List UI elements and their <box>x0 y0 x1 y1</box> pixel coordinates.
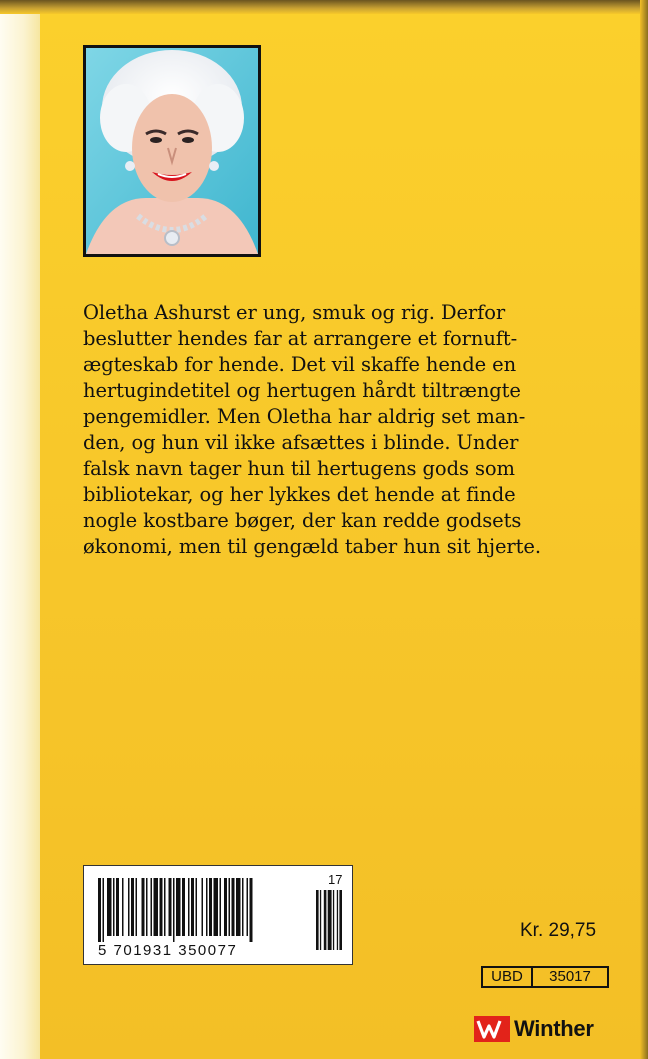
barcode-bar <box>173 878 175 942</box>
barcode-bar <box>169 878 172 936</box>
barcode <box>83 865 353 965</box>
barcode-bar <box>250 878 253 942</box>
barcode-addon-bar <box>320 890 321 950</box>
price-label: Kr. 29,75 <box>520 920 597 941</box>
barcode-addon-number: 17 <box>328 872 343 887</box>
author-portrait-icon <box>86 48 258 254</box>
barcode-bar <box>107 878 112 936</box>
barcode-bar <box>242 878 244 936</box>
barcode-bar <box>154 878 159 936</box>
barcode-addon-bar <box>328 890 332 950</box>
barcode-bar <box>142 878 145 936</box>
cover-top-edge <box>0 0 648 14</box>
catalog-code-left: UBD <box>483 968 533 986</box>
blurb-line: ægteskab for hende. Det vil skaffe hende en <box>83 353 517 376</box>
barcode-addon-bar <box>339 890 342 950</box>
blurb-line: pengemidler. Men Oletha har aldrig set man- <box>83 405 526 428</box>
book-blurb <box>83 300 623 560</box>
barcode-bar <box>160 878 163 936</box>
publisher-name: Winther <box>514 1016 594 1041</box>
barcode-bar <box>146 878 148 936</box>
barcode-addon-bar <box>333 890 334 950</box>
blurb-line: bibliotekar, og her lykkes det hende at finde <box>83 483 516 506</box>
winther-logo-icon <box>474 1016 510 1042</box>
barcode-bar <box>128 878 130 936</box>
barcode-bar <box>176 878 181 936</box>
barcode-bar <box>220 878 222 936</box>
barcode-bar <box>206 878 208 936</box>
barcode-bar <box>229 878 231 936</box>
barcode-addon-bar <box>337 890 338 950</box>
blurb-line: falsk navn tager hun til hertugens gods som <box>83 457 515 480</box>
publisher-logo <box>474 1016 594 1042</box>
barcode-bar <box>151 878 153 936</box>
barcode-bar <box>122 878 124 936</box>
barcode-bar <box>214 878 219 936</box>
barcode-bar <box>202 878 204 936</box>
barcode-bar <box>164 878 166 936</box>
barcode-addon-bar <box>316 890 319 950</box>
blurb-line: økonomi, men til gengæld taber hun sit hjerte. <box>83 535 541 558</box>
blurb-line: den, og hun vil ikke afsættes i blinde. Under <box>83 431 519 454</box>
blurb-line: beslutter hendes far at arrangere et fornuft- <box>83 327 518 350</box>
barcode-bar <box>191 878 194 936</box>
author-photo <box>83 45 261 257</box>
blurb-line: Oletha Ashurst er ung, smuk og rig. Derfor <box>83 301 506 324</box>
blurb-line: nogle kostbare bøger, der kan redde godsets <box>83 509 522 532</box>
cover-right-edge <box>640 0 648 1059</box>
barcode-bar <box>131 878 134 936</box>
barcode-bar <box>236 878 241 936</box>
page-edge <box>0 0 40 1059</box>
barcode-bar <box>232 878 235 936</box>
barcode-bar <box>136 878 138 936</box>
catalog-code-right: 35017 <box>549 968 591 985</box>
barcode-bar <box>224 878 227 936</box>
barcode-bar <box>98 878 101 942</box>
barcode-bar <box>196 878 198 936</box>
barcode-number: 5 701931 350077 <box>98 942 238 959</box>
barcode-bar <box>182 878 185 936</box>
barcode-addon-bar <box>324 890 327 950</box>
barcode-bar <box>113 878 115 936</box>
blurb-line: hertugindetitel og hertugen hårdt tiltrængte <box>83 379 521 402</box>
barcode-bar <box>116 878 119 936</box>
barcode-bar <box>247 878 249 936</box>
barcode-bar <box>188 878 190 936</box>
barcode-bar <box>103 878 105 942</box>
catalog-code <box>481 966 609 988</box>
barcode-bar <box>209 878 212 936</box>
